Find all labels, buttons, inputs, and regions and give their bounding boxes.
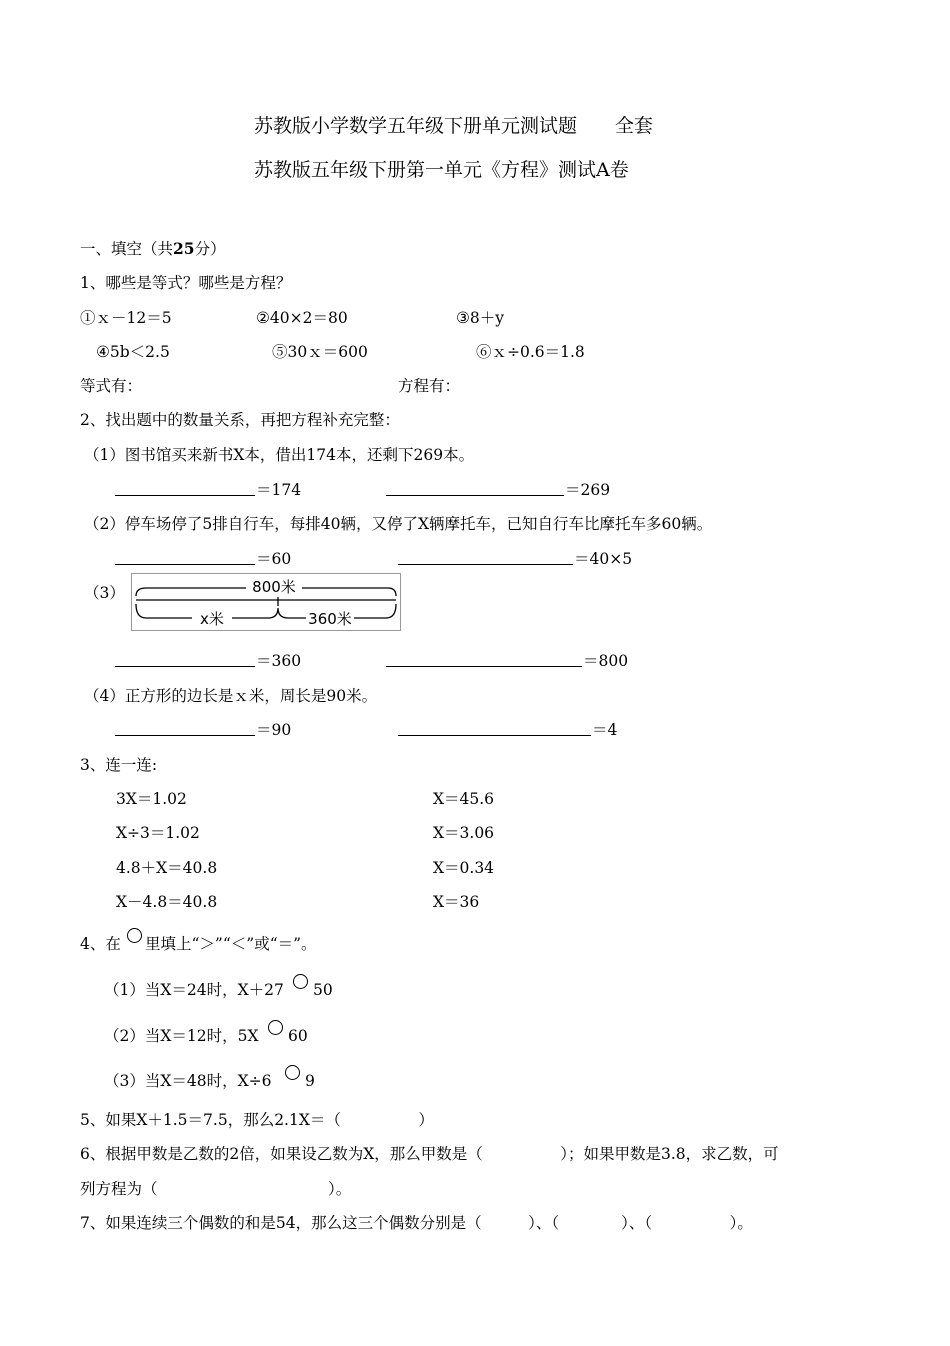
q1-item: ⑤30ｘ＝600 <box>272 343 368 361</box>
question-4-post: 里填上“＞”“＜”或“＝”。 <box>145 935 317 953</box>
q4-item-2-value: 60 <box>288 1027 308 1045</box>
q1-item: ⑥ｘ÷0.6＝1.8 <box>476 343 585 361</box>
question-4-pre: 4、在 <box>80 935 121 953</box>
sub-title: 苏教版五年级下册第一单元《方程》测试A卷 <box>254 159 629 181</box>
match-left-item[interactable]: 4.8＋X＝40.8 <box>116 859 218 877</box>
left-length-label: x米 <box>200 610 224 628</box>
section-heading-pre: 一、填空（共 <box>80 240 174 258</box>
match-right-item[interactable]: X＝3.06 <box>433 824 495 842</box>
match-right-item[interactable]: X＝36 <box>433 893 480 911</box>
answer-blank[interactable] <box>115 495 255 496</box>
right-length-label: 360米 <box>308 610 352 628</box>
equation-label: 等式有： <box>80 377 143 395</box>
total-length-label: 800米 <box>252 578 296 596</box>
q2-part-2-rhs-a: ＝60 <box>256 550 292 568</box>
q2-part-4-rhs-b: ＝4 <box>592 721 618 739</box>
section-score: 25 <box>173 239 195 258</box>
q1-item: ④5b＜2.5 <box>96 343 170 361</box>
q2-part-2-rhs-b: ＝40×5 <box>574 550 633 568</box>
answer-blank[interactable] <box>115 564 255 565</box>
question-6-line-1: 6、根据甲数是乙数的2倍，如果设乙数为X，那么甲数是（ ）；如果甲数是3.8，求乙数，可 <box>80 1145 779 1163</box>
q2-part-1: （1）图书馆买来新书X本，借出174本，还剩下269本。 <box>84 446 475 464</box>
q4-item-1-value: 50 <box>313 981 333 999</box>
compare-circle-1[interactable] <box>293 974 308 989</box>
q1-item: ①ｘ－12＝5 <box>80 309 172 327</box>
right-brace <box>354 604 396 618</box>
match-left-item[interactable]: X÷3＝1.02 <box>116 824 200 842</box>
circle-blank-icon <box>127 928 142 943</box>
match-right-item[interactable]: X＝45.6 <box>433 790 495 808</box>
question-6-line-2: 列方程为（ ）。 <box>80 1180 352 1198</box>
answer-blank[interactable] <box>398 564 573 565</box>
question-2: 2、找出题中的数量关系，再把方程补充完整： <box>80 411 400 429</box>
q2-part-1-rhs-a: ＝174 <box>256 481 302 499</box>
question-7: 7、如果连续三个偶数的和是54，那么这三个偶数分别是（ ）、（ ）、（ ）。 <box>80 1214 753 1232</box>
answer-blank[interactable] <box>115 735 255 736</box>
answer-blank[interactable] <box>386 495 564 496</box>
q2-part-2: （2）停车场停了5排自行车，每排40辆，又停了X辆摩托车，已知自行车比摩托车多60辆。 <box>84 515 713 533</box>
formula-label: 方程有： <box>398 377 461 395</box>
q1-item: ②40×2＝80 <box>256 309 348 327</box>
q1-item: ③8＋y <box>456 309 505 327</box>
answer-blank[interactable] <box>386 666 582 667</box>
match-right-item[interactable]: X＝0.34 <box>433 859 495 877</box>
compare-circle-2[interactable] <box>268 1020 283 1035</box>
question-3: 3、连一连: <box>80 756 158 774</box>
left-brace <box>136 604 192 618</box>
q2-part-1-rhs-b: ＝269 <box>565 481 611 499</box>
q4-item-2-expr: （2）当X＝12时，5X <box>104 1027 259 1045</box>
q2-part-3: （3） <box>84 584 125 602</box>
compare-circle-3[interactable] <box>285 1065 300 1080</box>
main-title: 苏教版小学数学五年级下册单元测试题 全套 <box>254 115 654 137</box>
match-left-item[interactable]: X－4.8＝40.8 <box>116 893 218 911</box>
q2-part-3-rhs-b: ＝800 <box>583 652 629 670</box>
answer-blank[interactable] <box>115 666 255 667</box>
segment-diagram <box>131 573 401 631</box>
q2-part-4-rhs-a: ＝90 <box>256 721 292 739</box>
mid-brace <box>232 608 306 618</box>
section-heading <box>80 239 226 259</box>
q2-part-4: （4）正方形的边长是ｘ米，周长是90米。 <box>84 687 378 705</box>
q2-part-3-rhs-a: ＝360 <box>256 652 302 670</box>
q4-item-3-value: 9 <box>305 1072 315 1090</box>
question-1: 1、哪些是等式？哪些是方程？ <box>80 274 292 292</box>
q4-item-1-expr: （1）当X＝24时，X＋27 <box>104 981 284 999</box>
answer-blank[interactable] <box>398 735 591 736</box>
section-heading-post: 分） <box>194 240 226 258</box>
q4-item-3-expr: （3）当X＝48时，X÷6 <box>104 1072 272 1090</box>
question-5: 5、如果X＋1.5＝7.5，那么2.1X＝（ ） <box>80 1111 434 1129</box>
match-left-item[interactable]: 3X＝1.02 <box>116 790 187 808</box>
